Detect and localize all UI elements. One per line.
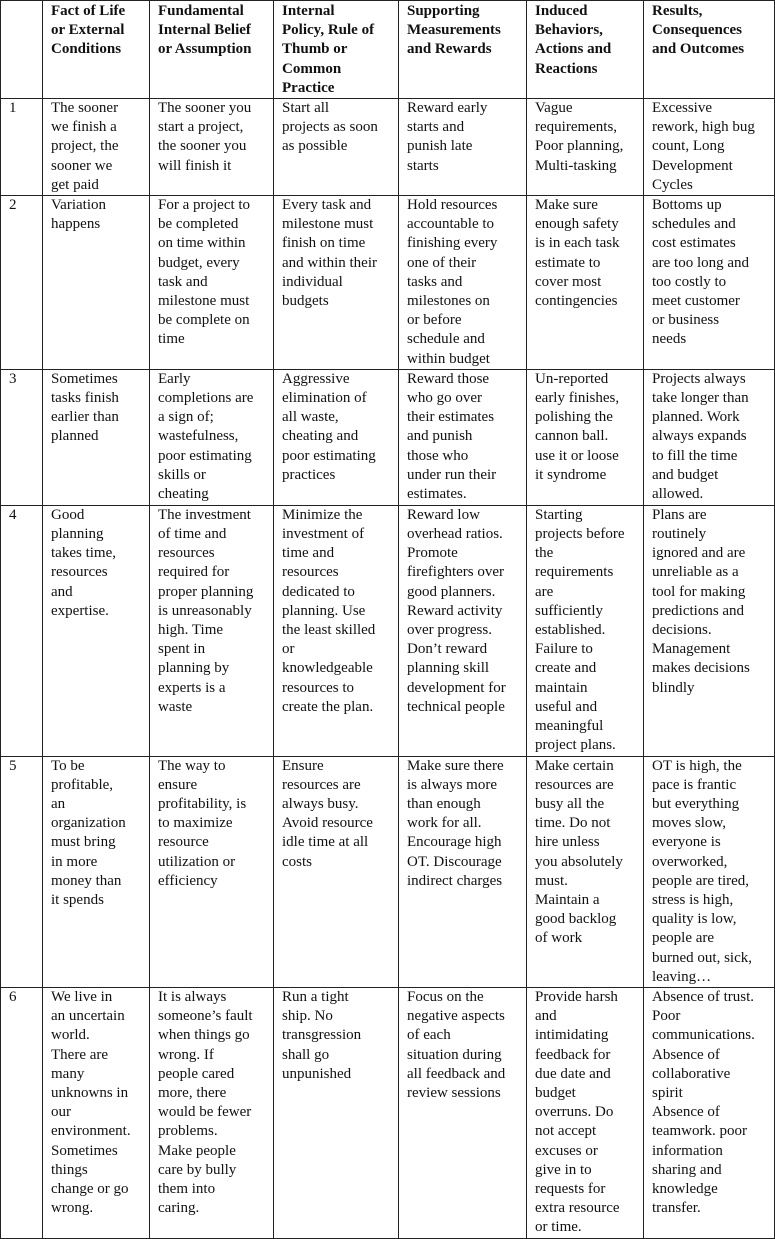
policy-cell: Every task and milestone must finish on time and within their individual budgets <box>274 196 399 370</box>
behavior-cell: Provide harsh and intimidating feedback for due date and budget overruns. Do not accept excuses or give in to requests for extra resource or time. <box>527 987 644 1238</box>
row-number: 2 <box>1 196 43 370</box>
result-cell: Bottoms up schedules and cost estimates are too long and too costly to meet customer or business needs <box>644 196 775 370</box>
fact-cell: Good planning takes time, resources and expertise. <box>43 505 150 756</box>
table-row <box>1 756 775 987</box>
header-measurement: Supporting Measurements and Rewards <box>399 1 527 99</box>
row-number: 5 <box>1 756 43 987</box>
policy-cell: Minimize the investment of time and resources dedicated to planning. Use the least skilled or knowledgeable resources to create the plan. <box>274 505 399 756</box>
belief-cell: Early completions are a sign of; wastefulness, poor estimating skills or cheating <box>150 369 274 505</box>
header-fact: Fact of Life or External Conditions <box>43 1 150 99</box>
result-cell: Excessive rework, high bug count, Long Development Cycles <box>644 99 775 196</box>
behavior-cell: Starting projects before the requirements are sufficiently established. Failure to create and maintain useful and meaningful project plans. <box>527 505 644 756</box>
header-result: Results, Consequences and Outcomes <box>644 1 775 99</box>
belief-cell: It is always someone’s fault when things go wrong. If people cared more, there would be fewer problems. Make people care by bully them into caring. <box>150 987 274 1238</box>
header-belief: Fundamental Internal Belief or Assumption <box>150 1 274 99</box>
belief-cell: For a project to be completed on time within budget, every task and milestone must be complete on time <box>150 196 274 370</box>
behavior-cell: Un-reported early finishes, polishing the cannon ball. use it or loose it syndrome <box>527 369 644 505</box>
measurement-cell: Reward those who go over their estimates and punish those who under run their estimates. <box>399 369 527 505</box>
belief-cell: The investment of time and resources required for proper planning is unreasonably high. Time spent in planning by experts is a waste <box>150 505 274 756</box>
measurement-cell: Focus on the negative aspects of each situation during all feedback and review sessions <box>399 987 527 1238</box>
behavior-cell: Make certain resources are busy all the time. Do not hire unless you absolutely must. Maintain a good backlog of work <box>527 756 644 987</box>
measurement-cell: Reward early starts and punish late starts <box>399 99 527 196</box>
fact-cell: Variation happens <box>43 196 150 370</box>
measurement-cell: Hold resources accountable to finishing every one of their tasks and milestones on or before schedule and within budget <box>399 196 527 370</box>
belief-cell: The way to ensure profitability, is to maximize resource utilization or efficiency <box>150 756 274 987</box>
table-row <box>1 369 775 505</box>
table-row <box>1 196 775 370</box>
row-number: 4 <box>1 505 43 756</box>
policy-cell: Start all projects as soon as possible <box>274 99 399 196</box>
fact-cell: To be profitable, an organization must bring in more money than it spends <box>43 756 150 987</box>
policy-cell: Aggressive elimination of all waste, cheating and poor estimating practices <box>274 369 399 505</box>
measurement-cell: Make sure there is always more than enough work for all. Encourage high OT. Discourage indirect charges <box>399 756 527 987</box>
header-row <box>1 1 775 99</box>
header-number <box>1 1 43 99</box>
result-cell: Projects always take longer than planned. Work always expands to fill the time and budget allowed. <box>644 369 775 505</box>
table-row <box>1 505 775 756</box>
header-behavior: Induced Behaviors, Actions and Reactions <box>527 1 644 99</box>
table-row <box>1 99 775 196</box>
result-cell: OT is high, the pace is frantic but everything moves slow, everyone is overworked, people are tired, stress is high, quality is low, people are burned out, sick, leaving… <box>644 756 775 987</box>
row-number: 6 <box>1 987 43 1238</box>
measurement-cell: Reward low overhead ratios. Promote firefighters over good planners. Reward activity over progress. Don’t reward planning skill development for technical people <box>399 505 527 756</box>
fact-cell: We live in an uncertain world. There are many unknowns in our environment. Sometimes things change or go wrong. <box>43 987 150 1238</box>
behavior-cell: Vague requirements, Poor planning, Multi-tasking <box>527 99 644 196</box>
policy-cell: Run a tight ship. No transgression shall go unpunished <box>274 987 399 1238</box>
result-cell: Plans are routinely ignored and are unreliable as a tool for making predictions and decisions. Management makes decisions blindly <box>644 505 775 756</box>
row-number: 1 <box>1 99 43 196</box>
belief-cell: The sooner you start a project, the sooner you will finish it <box>150 99 274 196</box>
fact-cell: The sooner we finish a project, the sooner we get paid <box>43 99 150 196</box>
row-number: 3 <box>1 369 43 505</box>
header-policy: Internal Policy, Rule of Thumb or Common Practice <box>274 1 399 99</box>
behavior-cell: Make sure enough safety is in each task estimate to cover most contingencies <box>527 196 644 370</box>
fact-cell: Sometimes tasks finish earlier than planned <box>43 369 150 505</box>
result-cell: Absence of trust. Poor communications. Absence of collaborative spirit Absence of teamwork. poor information sharing and knowledge transfer. <box>644 987 775 1238</box>
table-row <box>1 987 775 1238</box>
policy-cell: Ensure resources are always busy. Avoid resource idle time at all costs <box>274 756 399 987</box>
